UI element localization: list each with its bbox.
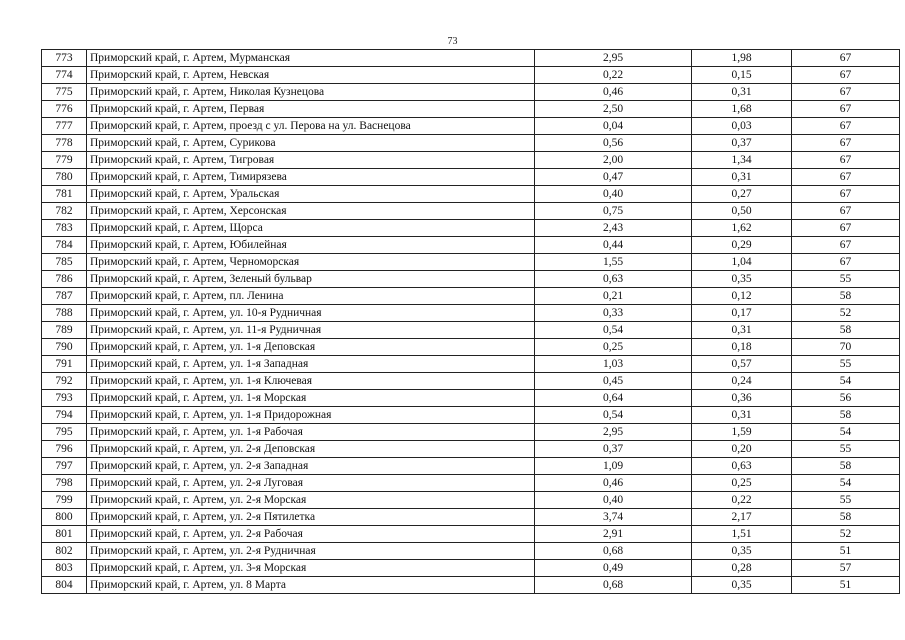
row-number-cell: 778 <box>42 135 87 152</box>
value-3-cell: 51 <box>792 577 900 594</box>
value-3-cell: 56 <box>792 390 900 407</box>
value-2-cell: 0,63 <box>692 458 792 475</box>
value-3-cell: 67 <box>792 50 900 67</box>
value-2-cell: 0,36 <box>692 390 792 407</box>
value-2-cell: 1,62 <box>692 220 792 237</box>
value-3-cell: 67 <box>792 254 900 271</box>
value-2-cell: 0,35 <box>692 543 792 560</box>
address-cell: Приморский край, г. Артем, Зеленый бульвар <box>87 271 535 288</box>
table-row <box>42 560 900 577</box>
address-cell: Приморский край, г. Артем, Николая Кузнецова <box>87 84 535 101</box>
value-1-cell: 2,50 <box>535 101 692 118</box>
address-cell: Приморский край, г. Артем, ул. 2-я Рудничная <box>87 543 535 560</box>
table-row <box>42 67 900 84</box>
address-cell: Приморский край, г. Артем, Черноморская <box>87 254 535 271</box>
row-number-cell: 802 <box>42 543 87 560</box>
value-2-cell: 0,12 <box>692 288 792 305</box>
value-1-cell: 3,74 <box>535 509 692 526</box>
value-1-cell: 0,46 <box>535 84 692 101</box>
value-1-cell: 0,49 <box>535 560 692 577</box>
value-3-cell: 67 <box>792 220 900 237</box>
value-1-cell: 0,22 <box>535 67 692 84</box>
value-1-cell: 0,21 <box>535 288 692 305</box>
row-number-cell: 786 <box>42 271 87 288</box>
row-number-cell: 780 <box>42 169 87 186</box>
value-2-cell: 0,31 <box>692 322 792 339</box>
value-2-cell: 0,35 <box>692 577 792 594</box>
table-row <box>42 322 900 339</box>
value-3-cell: 70 <box>792 339 900 356</box>
value-3-cell: 67 <box>792 67 900 84</box>
value-3-cell: 52 <box>792 526 900 543</box>
value-3-cell: 54 <box>792 373 900 390</box>
value-2-cell: 2,17 <box>692 509 792 526</box>
value-3-cell: 58 <box>792 458 900 475</box>
table-row <box>42 475 900 492</box>
value-3-cell: 67 <box>792 118 900 135</box>
address-cell: Приморский край, г. Артем, ул. 1-я Морская <box>87 390 535 407</box>
row-number-cell: 798 <box>42 475 87 492</box>
value-2-cell: 0,31 <box>692 84 792 101</box>
table-row <box>42 203 900 220</box>
value-1-cell: 0,63 <box>535 271 692 288</box>
value-1-cell: 2,43 <box>535 220 692 237</box>
value-1-cell: 0,46 <box>535 475 692 492</box>
table-row <box>42 526 900 543</box>
row-number-cell: 781 <box>42 186 87 203</box>
address-cell: Приморский край, г. Артем, ул. 2-я Пятилетка <box>87 509 535 526</box>
value-1-cell: 0,47 <box>535 169 692 186</box>
row-number-cell: 803 <box>42 560 87 577</box>
value-2-cell: 0,29 <box>692 237 792 254</box>
row-number-cell: 787 <box>42 288 87 305</box>
row-number-cell: 774 <box>42 67 87 84</box>
table-row <box>42 577 900 594</box>
value-2-cell: 0,28 <box>692 560 792 577</box>
address-cell: Приморский край, г. Артем, Тимирязева <box>87 169 535 186</box>
row-number-cell: 779 <box>42 152 87 169</box>
row-number-cell: 788 <box>42 305 87 322</box>
table-row <box>42 135 900 152</box>
value-3-cell: 55 <box>792 492 900 509</box>
value-2-cell: 0,17 <box>692 305 792 322</box>
row-number-cell: 784 <box>42 237 87 254</box>
value-3-cell: 57 <box>792 560 900 577</box>
table-row <box>42 84 900 101</box>
value-2-cell: 1,68 <box>692 101 792 118</box>
value-3-cell: 54 <box>792 475 900 492</box>
address-cell: Приморский край, г. Артем, Тигровая <box>87 152 535 169</box>
table-row <box>42 220 900 237</box>
value-3-cell: 67 <box>792 203 900 220</box>
address-cell: Приморский край, г. Артем, ул. 2-я Деповская <box>87 441 535 458</box>
value-3-cell: 55 <box>792 441 900 458</box>
value-1-cell: 2,95 <box>535 50 692 67</box>
row-number-cell: 800 <box>42 509 87 526</box>
row-number-cell: 792 <box>42 373 87 390</box>
value-2-cell: 1,59 <box>692 424 792 441</box>
value-2-cell: 0,31 <box>692 169 792 186</box>
address-cell: Приморский край, г. Артем, ул. 1-я Ключевая <box>87 373 535 390</box>
value-2-cell: 1,34 <box>692 152 792 169</box>
row-number-cell: 794 <box>42 407 87 424</box>
table-row <box>42 424 900 441</box>
table-row <box>42 441 900 458</box>
address-cell: Приморский край, г. Артем, Уральская <box>87 186 535 203</box>
row-number-cell: 793 <box>42 390 87 407</box>
table-row <box>42 305 900 322</box>
row-number-cell: 789 <box>42 322 87 339</box>
value-3-cell: 51 <box>792 543 900 560</box>
table-row <box>42 152 900 169</box>
table-row <box>42 169 900 186</box>
row-number-cell: 773 <box>42 50 87 67</box>
row-number-cell: 776 <box>42 101 87 118</box>
value-1-cell: 1,09 <box>535 458 692 475</box>
table-row <box>42 50 900 67</box>
address-cell: Приморский край, г. Артем, Щорса <box>87 220 535 237</box>
value-1-cell: 1,03 <box>535 356 692 373</box>
address-cell: Приморский край, г. Артем, Невская <box>87 67 535 84</box>
table-row <box>42 373 900 390</box>
address-cell: Приморский край, г. Артем, ул. 10-я Рудничная <box>87 305 535 322</box>
row-number-cell: 795 <box>42 424 87 441</box>
value-2-cell: 0,37 <box>692 135 792 152</box>
value-3-cell: 58 <box>792 322 900 339</box>
row-number-cell: 804 <box>42 577 87 594</box>
address-cell: Приморский край, г. Артем, Херсонская <box>87 203 535 220</box>
address-cell: Приморский край, г. Артем, Первая <box>87 101 535 118</box>
address-cell: Приморский край, г. Артем, ул. 11-я Рудничная <box>87 322 535 339</box>
value-1-cell: 2,91 <box>535 526 692 543</box>
address-cell: Приморский край, г. Артем, проезд с ул. Перова на ул. Васнецова <box>87 118 535 135</box>
value-3-cell: 52 <box>792 305 900 322</box>
address-cell: Приморский край, г. Артем, ул. 8 Марта <box>87 577 535 594</box>
address-cell: Приморский край, г. Артем, ул. 3-я Морская <box>87 560 535 577</box>
table-row <box>42 339 900 356</box>
address-cell: Приморский край, г. Артем, ул. 1-я Деповская <box>87 339 535 356</box>
value-1-cell: 0,68 <box>535 543 692 560</box>
value-1-cell: 0,75 <box>535 203 692 220</box>
value-2-cell: 1,51 <box>692 526 792 543</box>
address-cell: Приморский край, г. Артем, ул. 1-я Западная <box>87 356 535 373</box>
value-1-cell: 2,00 <box>535 152 692 169</box>
address-cell: Приморский край, г. Артем, Мурманская <box>87 50 535 67</box>
value-3-cell: 67 <box>792 84 900 101</box>
value-1-cell: 0,56 <box>535 135 692 152</box>
row-number-cell: 791 <box>42 356 87 373</box>
row-number-cell: 790 <box>42 339 87 356</box>
row-number-cell: 799 <box>42 492 87 509</box>
address-cell: Приморский край, г. Артем, Сурикова <box>87 135 535 152</box>
value-2-cell: 0,25 <box>692 475 792 492</box>
row-number-cell: 775 <box>42 84 87 101</box>
table-row <box>42 118 900 135</box>
address-cell: Приморский край, г. Артем, ул. 2-я Морская <box>87 492 535 509</box>
table-row <box>42 288 900 305</box>
value-3-cell: 58 <box>792 509 900 526</box>
value-1-cell: 0,54 <box>535 407 692 424</box>
address-cell: Приморский край, г. Артем, ул. 2-я Рабочая <box>87 526 535 543</box>
value-3-cell: 67 <box>792 101 900 118</box>
value-2-cell: 1,98 <box>692 50 792 67</box>
table-row <box>42 271 900 288</box>
table-row <box>42 237 900 254</box>
value-2-cell: 0,15 <box>692 67 792 84</box>
row-number-cell: 777 <box>42 118 87 135</box>
value-2-cell: 0,20 <box>692 441 792 458</box>
table-row <box>42 458 900 475</box>
address-cell: Приморский край, г. Артем, ул. 2-я Луговая <box>87 475 535 492</box>
value-2-cell: 0,31 <box>692 407 792 424</box>
value-2-cell: 0,24 <box>692 373 792 390</box>
value-2-cell: 0,35 <box>692 271 792 288</box>
value-3-cell: 67 <box>792 237 900 254</box>
value-3-cell: 54 <box>792 424 900 441</box>
roads-table <box>41 49 900 594</box>
value-1-cell: 0,64 <box>535 390 692 407</box>
value-1-cell: 0,40 <box>535 186 692 203</box>
value-3-cell: 67 <box>792 152 900 169</box>
value-3-cell: 58 <box>792 288 900 305</box>
value-1-cell: 1,55 <box>535 254 692 271</box>
row-number-cell: 782 <box>42 203 87 220</box>
value-1-cell: 0,40 <box>535 492 692 509</box>
value-2-cell: 1,04 <box>692 254 792 271</box>
value-3-cell: 58 <box>792 407 900 424</box>
table-row <box>42 254 900 271</box>
value-2-cell: 0,03 <box>692 118 792 135</box>
address-cell: Приморский край, г. Артем, Юбилейная <box>87 237 535 254</box>
address-cell: Приморский край, г. Артем, пл. Ленина <box>87 288 535 305</box>
value-2-cell: 0,27 <box>692 186 792 203</box>
value-3-cell: 67 <box>792 169 900 186</box>
value-1-cell: 0,04 <box>535 118 692 135</box>
page-number: 73 <box>447 36 458 47</box>
row-number-cell: 797 <box>42 458 87 475</box>
table-row <box>42 186 900 203</box>
value-1-cell: 0,25 <box>535 339 692 356</box>
row-number-cell: 785 <box>42 254 87 271</box>
row-number-cell: 783 <box>42 220 87 237</box>
table-row <box>42 407 900 424</box>
value-2-cell: 0,22 <box>692 492 792 509</box>
value-1-cell: 2,95 <box>535 424 692 441</box>
table-row <box>42 101 900 118</box>
table-row <box>42 390 900 407</box>
address-cell: Приморский край, г. Артем, ул. 2-я Западная <box>87 458 535 475</box>
value-3-cell: 67 <box>792 186 900 203</box>
row-number-cell: 801 <box>42 526 87 543</box>
value-3-cell: 55 <box>792 271 900 288</box>
value-1-cell: 0,33 <box>535 305 692 322</box>
value-1-cell: 0,44 <box>535 237 692 254</box>
table-row <box>42 492 900 509</box>
value-1-cell: 0,37 <box>535 441 692 458</box>
table-row <box>42 509 900 526</box>
value-2-cell: 0,18 <box>692 339 792 356</box>
address-cell: Приморский край, г. Артем, ул. 1-я Придорожная <box>87 407 535 424</box>
table-body <box>42 50 900 594</box>
value-1-cell: 0,54 <box>535 322 692 339</box>
table-row <box>42 543 900 560</box>
value-1-cell: 0,45 <box>535 373 692 390</box>
value-3-cell: 67 <box>792 135 900 152</box>
row-number-cell: 796 <box>42 441 87 458</box>
value-1-cell: 0,68 <box>535 577 692 594</box>
value-3-cell: 55 <box>792 356 900 373</box>
address-cell: Приморский край, г. Артем, ул. 1-я Рабочая <box>87 424 535 441</box>
table-row <box>42 356 900 373</box>
value-2-cell: 0,50 <box>692 203 792 220</box>
value-2-cell: 0,57 <box>692 356 792 373</box>
